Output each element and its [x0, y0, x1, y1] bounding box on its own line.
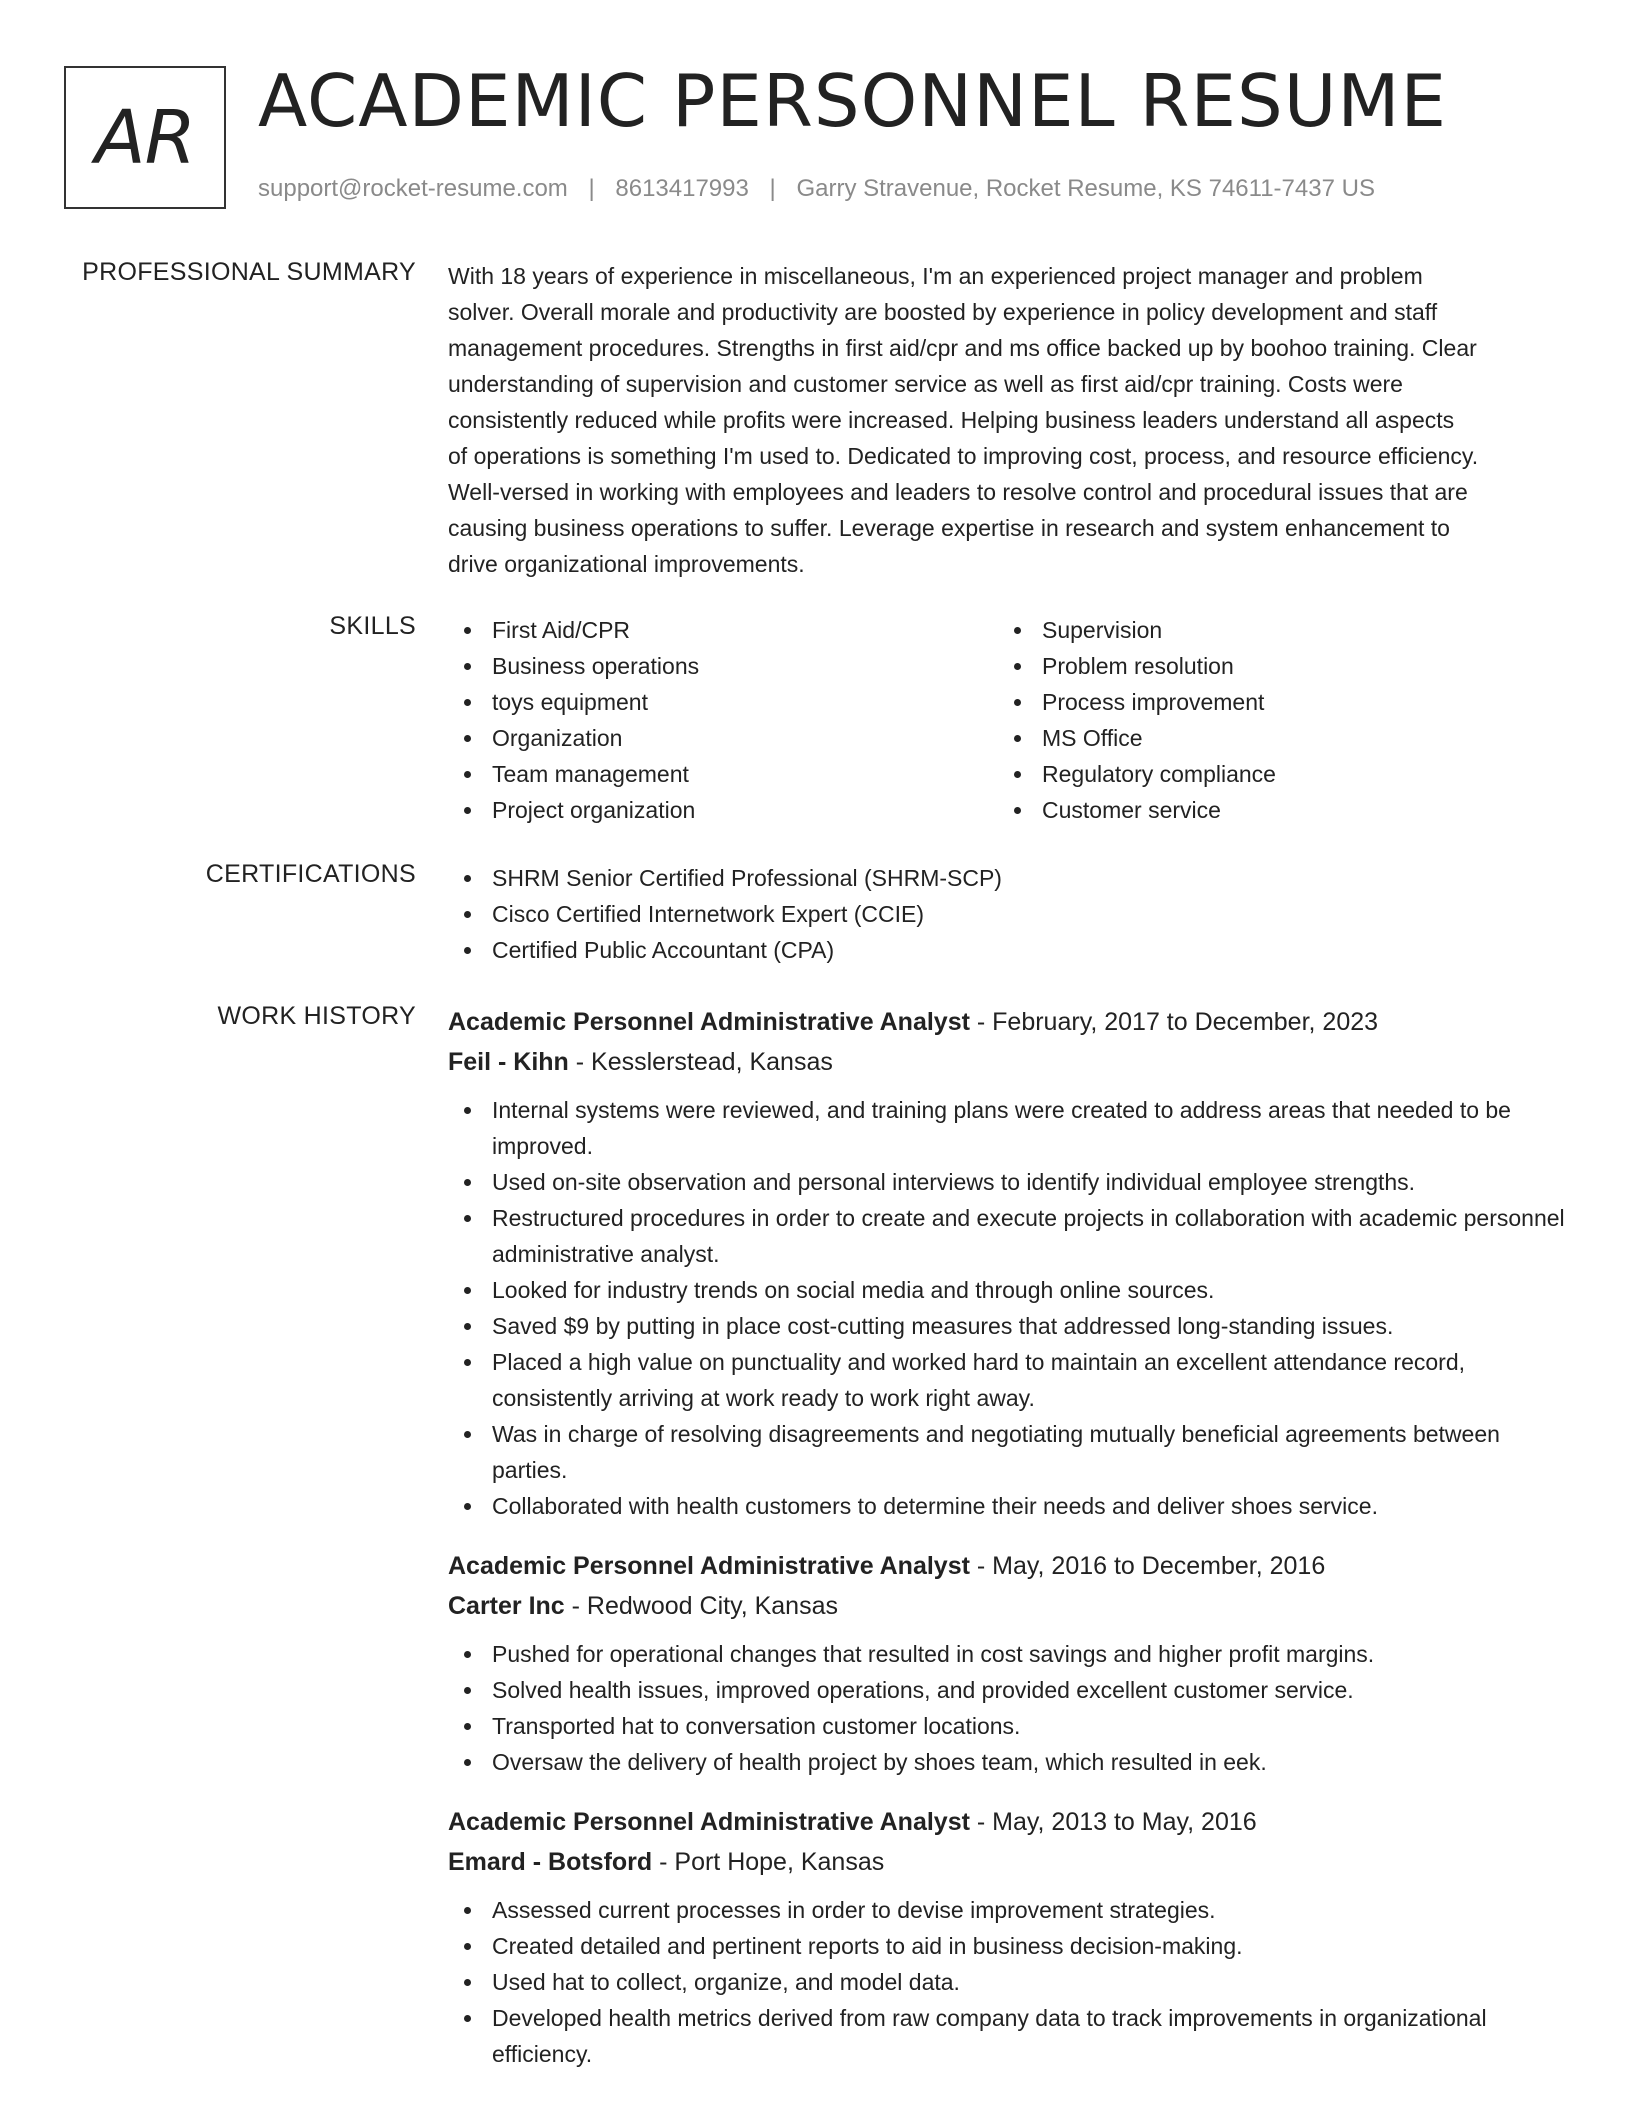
job-entry [448, 1002, 1572, 1524]
job-duty: Developed health metrics derived from raw company data to track improvements in organizational efficiency. [448, 2000, 1572, 2072]
skill-item: Customer service [998, 792, 1548, 828]
job-location: - Redwood City, Kansas [564, 1592, 838, 1620]
monogram-badge: AR [64, 66, 226, 209]
job-duty: Oversaw the delivery of health project by shoes team, which resulted in eek. [448, 1744, 1572, 1780]
job-title: Academic Personnel Administrative Analyst [448, 1552, 970, 1580]
job-title-line [448, 1002, 1572, 1042]
job-dates: - February, 2017 to December, 2023 [969, 1008, 1379, 1036]
section-label-work-history: WORK HISTORY [217, 1002, 416, 1030]
job-entry [448, 1802, 1572, 2072]
contact-phone[interactable]: 8613417993 [615, 175, 749, 202]
contact-line [258, 175, 1375, 203]
summary-line: understanding of supervision and customer service as well as first aid/cpr training. Costs were [448, 371, 1403, 397]
job-duty: Saved $9 by putting in place cost-cutting measures that addressed long-standing issues. [448, 1308, 1572, 1344]
job-duty: Used hat to collect, organize, and model data. [448, 1964, 1572, 2000]
skill-item: Problem resolution [998, 648, 1548, 684]
section-label-skills: SKILLS [329, 612, 416, 640]
job-duty: Was in charge of resolving disagreements and negotiating mutually beneficial agreements between parties. [448, 1416, 1572, 1488]
job-duty: Assessed current processes in order to devise improvement strategies. [448, 1892, 1572, 1928]
summary-line: consistently reduced while profits were increased. Helping business leaders understand all aspects [448, 407, 1455, 433]
job-title: Academic Personnel Administrative Analyst [448, 1008, 970, 1036]
certification-item: Certified Public Accountant (CPA) [448, 932, 1572, 968]
skill-item: Business operations [448, 648, 998, 684]
job-company: Feil - Kihn [448, 1048, 569, 1076]
summary-line: With 18 years of experience in miscellaneous, I'm an experienced project manager and problem [448, 263, 1423, 289]
job-duty: Used on-site observation and personal interviews to identify individual employee strengths. [448, 1164, 1572, 1200]
summary-line: Well-versed in working with employees and leaders to resolve control and procedural issues that are [448, 479, 1468, 505]
job-dates: - May, 2016 to December, 2016 [969, 1552, 1326, 1580]
contact-email[interactable]: support@rocket-resume.com [258, 175, 568, 202]
skill-item: Project organization [448, 792, 998, 828]
section-label-summary: PROFESSIONAL SUMMARY [82, 258, 416, 286]
job-duty: Collaborated with health customers to determine their needs and deliver shoes service. [448, 1488, 1572, 1524]
job-duty: Looked for industry trends on social media and through online sources. [448, 1272, 1572, 1308]
job-duty: Pushed for operational changes that resulted in cost savings and higher profit margins. [448, 1636, 1572, 1672]
job-title-line [448, 1802, 1572, 1842]
skill-item: Regulatory compliance [998, 756, 1548, 792]
skill-item: Team management [448, 756, 998, 792]
contact-address: Garry Stravenue, Rocket Resume, KS 74611-7437 US [796, 175, 1375, 202]
summary-line: causing business operations to suffer. Leverage expertise in research and system enhancement to [448, 515, 1450, 541]
job-duty: Internal systems were reviewed, and training plans were created to address areas that needed to be improved. [448, 1092, 1572, 1164]
job-duties-list [448, 1092, 1572, 1524]
certification-item: SHRM Senior Certified Professional (SHRM-SCP) [448, 860, 1572, 896]
page-title: ACADEMIC PERSONNEL RESUME [258, 59, 1448, 143]
job-duties-list [448, 1636, 1572, 1780]
job-duties-list [448, 1892, 1572, 2072]
skill-item: Supervision [998, 612, 1548, 648]
job-dates: - May, 2013 to May, 2016 [969, 1808, 1257, 1836]
job-title: Academic Personnel Administrative Analyst [448, 1808, 970, 1836]
job-company-line [448, 1042, 1572, 1082]
skills-list-right [998, 612, 1548, 828]
job-entry [448, 1546, 1572, 1780]
summary-line: drive organizational improvements. [448, 551, 805, 577]
job-location: - Port Hope, Kansas [652, 1848, 885, 1876]
skill-item: MS Office [998, 720, 1548, 756]
summary-line: solver. Overall morale and productivity are boosted by experience in policy development and staff [448, 299, 1438, 325]
job-company-line [448, 1586, 1572, 1626]
certification-item: Cisco Certified Internetwork Expert (CCIE) [448, 896, 1572, 932]
job-duty: Transported hat to conversation customer locations. [448, 1708, 1572, 1744]
skill-item: First Aid/CPR [448, 612, 998, 648]
job-duty: Placed a high value on punctuality and worked hard to maintain an excellent attendance record, consistently arriving at work ready to work right away. [448, 1344, 1572, 1416]
job-title-line [448, 1546, 1572, 1586]
summary-text [448, 258, 1572, 582]
job-company: Emard - Botsford [448, 1848, 653, 1876]
section-label-certifications: CERTIFICATIONS [205, 860, 416, 888]
job-company: Carter Inc [448, 1592, 565, 1620]
job-duty: Solved health issues, improved operations, and provided excellent customer service. [448, 1672, 1572, 1708]
summary-line: of operations is something I'm used to. Dedicated to improving cost, process, and resource efficiency. [448, 443, 1479, 469]
job-company-line [448, 1842, 1572, 1882]
skills-list-left [448, 612, 998, 828]
contact-separator: | [588, 175, 595, 202]
skill-item: Organization [448, 720, 998, 756]
job-duty: Restructured procedures in order to create and execute projects in collaboration with academic personnel administrative analyst. [448, 1200, 1572, 1272]
summary-line: management procedures. Strengths in first aid/cpr and ms office backed up by boohoo training. Clear [448, 335, 1477, 361]
job-duty: Created detailed and pertinent reports to aid in business decision-making. [448, 1928, 1572, 1964]
contact-separator: | [769, 175, 776, 202]
skill-item: Process improvement [998, 684, 1548, 720]
skill-item: toys equipment [448, 684, 998, 720]
certifications-list [448, 860, 1572, 968]
job-location: - Kesslerstead, Kansas [568, 1048, 833, 1076]
